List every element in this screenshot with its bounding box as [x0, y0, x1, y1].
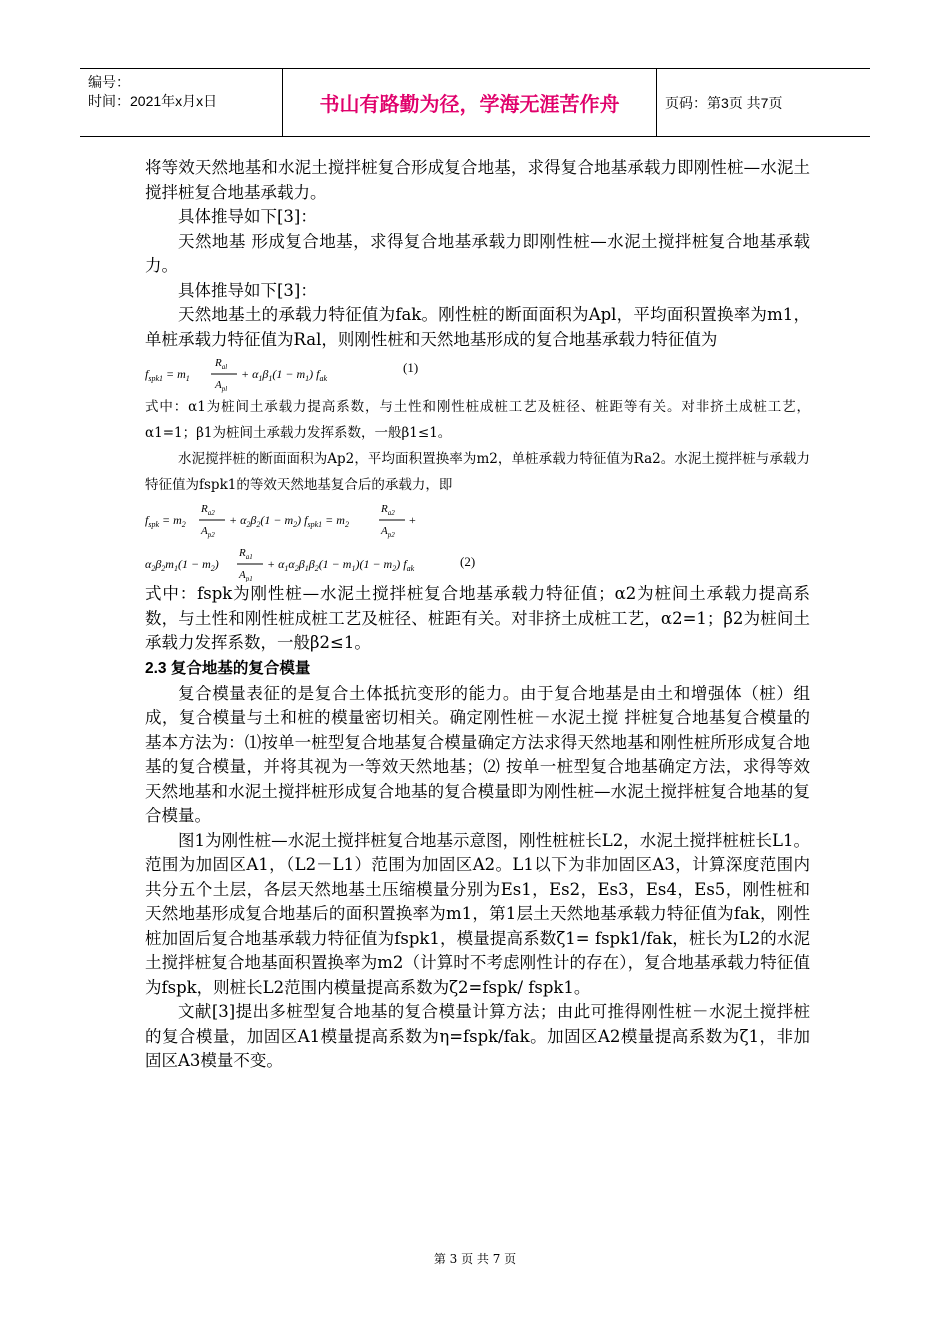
equation-1 [145, 352, 810, 394]
equation-1-formula [145, 352, 565, 394]
equation-1-note: 式中：α1为桩间土承载力提高系数，与土性和刚性桩成桩工艺及桩径、桩距等有关。对非挤土成桩工艺，α1=1；β1为桩间土承载力发挥系数，一般β1≤1。 [145, 399, 810, 441]
svg-text:Ra1: $R_{a1}$ [239, 547, 253, 561]
section-heading: 2.3 复合地基的复合模量 [145, 659, 311, 677]
date-label: 时间：2021年x月x日 [88, 93, 218, 109]
paragraph: 将等效天然地基和水泥土搅拌桩复合形成复合地基，求得复合地基承载力即刚性桩—水泥土搅拌桩复合地基承载力。 [145, 158, 810, 202]
svg-text:fspk1 = m1: $f_{spk1} = m_1$ [145, 367, 190, 383]
number-label: 编号： [88, 74, 130, 90]
svg-text:Ral: $R_{al}$ [215, 357, 228, 371]
paragraph: 天然地基 形成复合地基，求得复合地基承载力即刚性桩—水泥土搅拌桩复合地基承载力。 [145, 231, 810, 275]
svg-text:fspk = m2: $f_{spk} = m_2$ [145, 513, 186, 529]
page-footer: 第 3 页 共 7 页 [433, 1252, 517, 1266]
paragraph: 复合模量表征的是复合土体抵抗变形的能力。由于复合地基是由土和增强体（桩）组成，复合模量与土和桩的模量密切相关。确定刚性桩－水泥土搅 拌桩复合地基复合模量的基本方法为：⑴按单一桩型复合地基复合模量确定方法求得天然地基和刚性桩所形成复合地基的复合模量，并将其视为一等效天然地基；⑵ 按单一桩型复合地基确定方法，求得等效天然地基和水泥土搅拌桩形成复合地基的复合模量即为刚性桩—水泥土搅拌桩复合地基的复合模量。 [145, 683, 810, 825]
svg-text:Ap2: $A_{p2}$ [201, 525, 215, 539]
equation-2-formula [145, 498, 605, 582]
svg-text:Ap2: $A_{p2}$ [381, 525, 395, 539]
paragraph: 具体推导如下[3]： [178, 280, 317, 300]
page-header [80, 68, 870, 137]
svg-text:α2β2m1(1 − m2): $\alpha_2\beta_2m_1(1 - m_2)$ [145, 557, 219, 573]
svg-text:Apl: $A_{pl}$ [215, 379, 228, 393]
equation-2-number: (2) [460, 554, 476, 569]
header-page-info: 页码：第3页 共7页 [665, 95, 783, 111]
paragraph: 水泥搅拌桩的断面面积为Ap2，平均面积置换率为m2，单桩承载力特征值为Ra2。水泥土搅拌桩与承载力特征值为fspk1的等效天然地基复合后的承载力，即 [145, 451, 810, 493]
header-motto: 书山有路勤为径，学海无涯苦作舟 [282, 69, 657, 136]
document-body [145, 156, 810, 1074]
svg-text:Ra2: $R_{a2}$ [201, 503, 215, 517]
equation-2 [145, 498, 810, 582]
svg-text:+: + [409, 513, 416, 527]
svg-text:+ α1β1(1 − m1) fak: + $\alpha_1\beta_1(1 - m_1)$ $f_{ak}$ [241, 367, 328, 383]
paragraph: 文献[3]提出多桩型复合地基的复合模量计算方法；由此可推得刚性桩－水泥土搅拌桩的复合模量，加固区A1模量提高系数为η=fspk/fak。加固区A2模量提高系数为ζ1，非加固区A3模量不变。 [145, 1002, 810, 1070]
equation-1-number: (1) [403, 360, 419, 375]
paragraph: 天然地基土的承载力特征值为fak。刚性桩的断面面积为Apl，平均面积置换率为m1，单桩承载力特征值为Ral，则刚性桩和天然地基形成的复合地基承载力特征值为 [145, 305, 810, 349]
svg-text:Ra2: $R_{a2}$ [381, 503, 395, 517]
paragraph: 具体推导如下[3]： [178, 207, 317, 226]
svg-text:+ α2β2(1 − m2) fspk1 = m2: + $\alpha_2\beta_2(1 - m_2) f_{spk1} = m_2$ [229, 513, 349, 529]
equation-2-note: 式中：fspk为刚性桩—水泥土搅拌桩复合地基承载力特征值；α2为桩间土承载力提高系数，与土性和刚性桩成桩工艺及桩径、桩距有关。对非挤土成桩工艺，α2=1；β2为桩间土承载力发挥系数，一般β2≤1。 [145, 584, 810, 652]
paragraph: 图1为刚性桩—水泥土搅拌桩复合地基示意图，刚性桩桩长L2，水泥土搅拌桩桩长L1。范围为加固区A1，（L2－L1）范围为加固区A2。L1以下为非加固区A3，计算深度范围内共分五个土层，各层天然地基土压缩模量分别为Es1，Es2，Es3，Es4，Es5，刚性桩和天然地基形成复合地基后的面积置换率为m1，第1层土天然地基承载力特征值为fak，刚性桩加固后复合地基承载力特征值为fspk1，模量提高系数ζ1= fspk1/fak，桩长为L2的水泥土搅拌桩复合地基面积置换率为m2（计算时不考虑刚性计的存在），复合地基承载力特征值为fspk，则桩长L2范围内模量提高系数为ζ2=fspk/ fspk1。 [145, 830, 810, 997]
svg-text:+ α1α2β1β2(1 − m1)(1 − m2) fak: + $\alpha_1\alpha_2\beta_1\beta_2(1 - m_1)(1 - m_2)$ $f_{ak}$ [267, 557, 415, 573]
svg-text:Ap1: $A_{p1}$ [239, 569, 253, 582]
header-meta [88, 73, 217, 111]
